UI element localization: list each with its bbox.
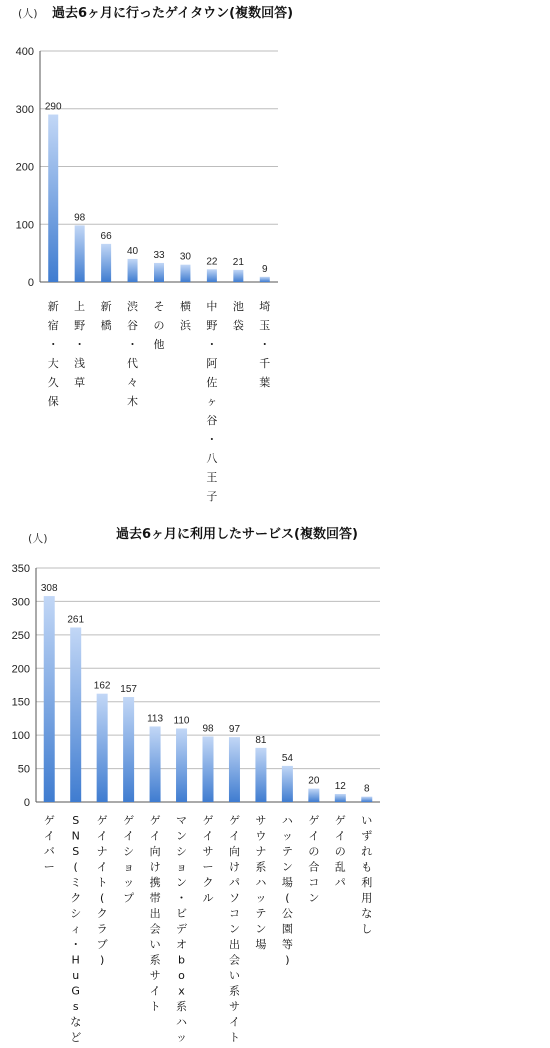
chart-title: 過去6ヶ月に利用したサービス(複数回答) bbox=[116, 527, 358, 542]
data-label: 98 bbox=[74, 212, 86, 224]
category-label: 横浜 bbox=[179, 300, 191, 332]
data-label: 33 bbox=[153, 249, 165, 261]
bar bbox=[282, 766, 293, 802]
category-label: ハッテン場(公園等) bbox=[281, 814, 293, 967]
y-tick-label: 300 bbox=[11, 596, 30, 609]
bar bbox=[101, 244, 111, 282]
bar bbox=[260, 277, 270, 282]
bar bbox=[180, 265, 190, 282]
y-tick-label: 300 bbox=[15, 103, 34, 116]
bar bbox=[123, 697, 134, 802]
y-tick-label: 100 bbox=[15, 219, 34, 232]
category-label: 埼玉・千葉 bbox=[259, 300, 271, 389]
chart-services bbox=[0, 510, 550, 1048]
category-label: 池袋 bbox=[232, 300, 244, 332]
category-label: 中野・阿佐ヶ谷・八王子 bbox=[206, 300, 218, 503]
category-label: 上野・浅草 bbox=[74, 300, 86, 389]
data-label: 8 bbox=[363, 783, 370, 795]
y-tick-label: 200 bbox=[11, 663, 30, 676]
data-label: 81 bbox=[255, 734, 267, 746]
data-label: 66 bbox=[100, 230, 112, 242]
y-tick-label: 100 bbox=[11, 730, 30, 743]
bar bbox=[255, 748, 266, 802]
category-label: ゲイショップ bbox=[123, 814, 135, 905]
data-label: 22 bbox=[206, 256, 218, 268]
bar bbox=[154, 263, 164, 282]
bar bbox=[361, 797, 372, 802]
data-label: 54 bbox=[281, 752, 293, 764]
category-label: ゲイナイト(クラブ) bbox=[96, 814, 108, 967]
category-label: ゲイの合コン bbox=[308, 814, 320, 905]
y-tick-label: 150 bbox=[11, 696, 30, 709]
category-label: マンション・ビデオ b o x 系ハッ bbox=[176, 814, 188, 1044]
data-label: 308 bbox=[40, 583, 58, 595]
data-label: 21 bbox=[232, 256, 244, 268]
bar bbox=[335, 794, 346, 802]
data-label: 40 bbox=[126, 245, 139, 257]
category-label: サウナ系ハッテン場 bbox=[255, 814, 267, 951]
bar bbox=[44, 596, 55, 802]
bar bbox=[308, 789, 319, 802]
bar bbox=[233, 270, 243, 282]
bar bbox=[70, 628, 81, 802]
data-label: 97 bbox=[228, 724, 241, 736]
category-label: ゲイサークル bbox=[202, 814, 214, 905]
y-tick-label: 200 bbox=[15, 161, 34, 174]
data-label: 261 bbox=[67, 614, 85, 626]
y-tick-label: 50 bbox=[17, 763, 30, 776]
bar bbox=[229, 737, 240, 802]
bar bbox=[176, 728, 187, 802]
bar bbox=[207, 269, 217, 282]
data-label: 98 bbox=[202, 723, 214, 735]
bar bbox=[48, 115, 58, 282]
category-label: いずれも利用なし bbox=[361, 814, 373, 936]
data-label: 162 bbox=[93, 680, 111, 692]
y-tick-label: 400 bbox=[15, 46, 34, 58]
y-tick-label: 250 bbox=[11, 629, 30, 642]
data-label: 30 bbox=[179, 251, 192, 263]
category-label: その他 bbox=[153, 300, 165, 351]
data-label: 12 bbox=[334, 780, 346, 792]
y-tick-label: 350 bbox=[11, 563, 30, 575]
data-label: 110 bbox=[173, 715, 190, 727]
category-label: ゲイ向けパソコン出会い系サイト bbox=[228, 814, 240, 1044]
category-label: ゲイバー bbox=[43, 814, 55, 874]
category-label: ゲイ向け携帯出会い系サイト bbox=[149, 814, 161, 1013]
bar bbox=[150, 726, 161, 802]
data-label: 157 bbox=[120, 684, 137, 696]
data-label: 20 bbox=[308, 775, 320, 787]
y-tick-label: 0 bbox=[27, 277, 34, 289]
y-tick-label: 0 bbox=[23, 797, 30, 809]
category-label: 渋谷・代々木 bbox=[127, 300, 139, 408]
category-label: 新橋 bbox=[100, 300, 112, 332]
category-label: S N S (ミクシィ・ H u G s など bbox=[70, 814, 82, 1044]
data-label: 9 bbox=[261, 263, 268, 275]
bar bbox=[203, 736, 214, 802]
bar bbox=[128, 259, 138, 282]
bar bbox=[97, 694, 108, 802]
y-unit-label: (人) bbox=[18, 7, 38, 20]
chart-title: 過去6ヶ月に行ったゲイタウン(複数回答) bbox=[52, 6, 294, 21]
data-label: 290 bbox=[44, 101, 62, 113]
chart-gay-towns bbox=[0, 0, 550, 510]
data-label: 113 bbox=[147, 713, 164, 725]
y-unit-label: (人) bbox=[28, 532, 48, 545]
category-label: 新宿・大久保 bbox=[47, 300, 59, 408]
bar bbox=[75, 225, 85, 282]
category-label: ゲイの乱パ bbox=[334, 814, 346, 889]
